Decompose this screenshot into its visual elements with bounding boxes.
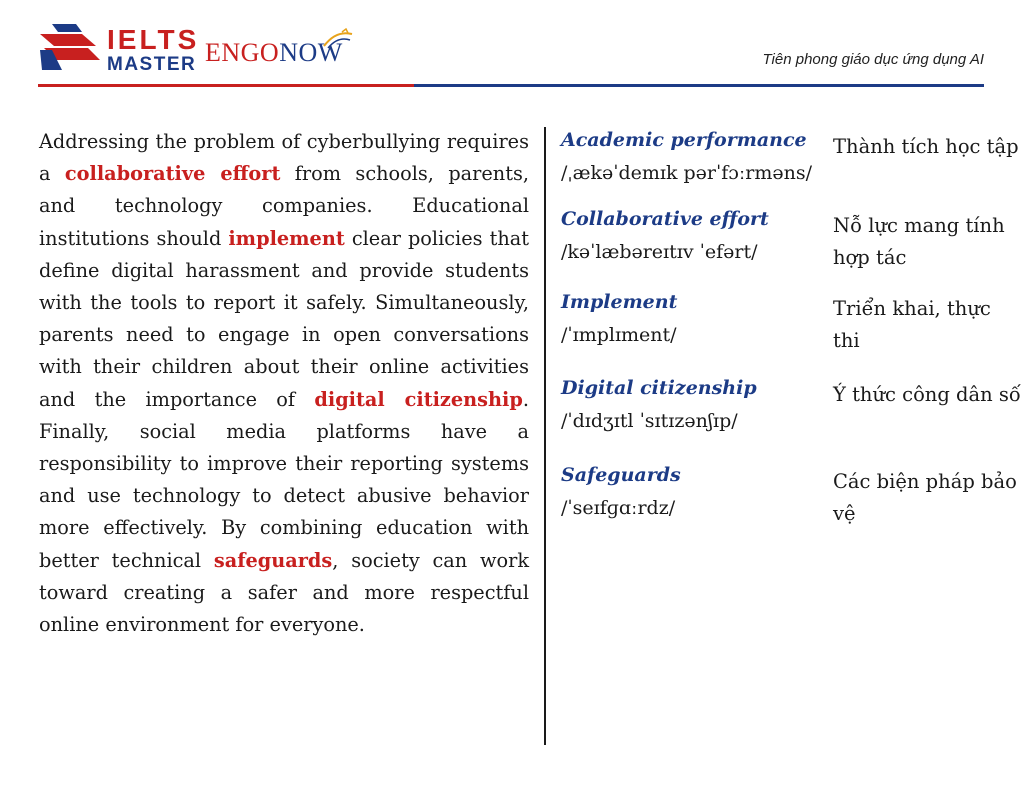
paragraph-text: from schools, parents, and technology companies. Educational institutions should bbox=[39, 162, 529, 250]
highlighted-term: implement bbox=[228, 226, 345, 250]
vocab-pronunciation: /ˈdɪdʒɪtl ˈsɪtɪzənʃɪp/ bbox=[561, 410, 738, 432]
vocab-pronunciation: /ˈɪmplɪment/ bbox=[561, 324, 677, 346]
paragraph-text: Addressing the problem of cyberbullying requires a bbox=[39, 130, 529, 186]
highlighted-term: collaborative effort bbox=[64, 162, 281, 186]
logo-master-text: MASTER bbox=[107, 54, 197, 75]
engonow-swoosh-icon bbox=[322, 28, 354, 50]
vocab-meaning: Ý thức công dân số bbox=[833, 383, 1021, 406]
page-header bbox=[0, 0, 1024, 90]
column-divider bbox=[544, 127, 546, 745]
ielts-master-wordmark bbox=[107, 26, 199, 74]
vocab-term: Academic performance bbox=[561, 129, 807, 151]
vocab-meaning: Triển khai, thực thi bbox=[833, 297, 991, 352]
paragraph-text: , society can work toward creating a safer and more respectful online environment for everyone. bbox=[39, 548, 530, 637]
vocab-term: Safeguards bbox=[561, 464, 681, 486]
logo-ielts-text: IELTS bbox=[107, 24, 200, 55]
paragraph-text: . Finally, social media platforms have a responsibility to improve their reporting systems and use technology to detect abusive behavior more effectively. By combining education with better technical bbox=[39, 387, 529, 572]
vocab-meaning: Nỗ lực mang tính hợp tác bbox=[833, 214, 1005, 269]
header-rule-red bbox=[38, 84, 414, 87]
highlighted-term: digital citizenship bbox=[314, 387, 523, 411]
header-rule-blue bbox=[414, 84, 984, 87]
vocab-pronunciation: /ˈseɪfɡɑːrdz/ bbox=[561, 497, 676, 519]
vocab-pronunciation: /ˌækəˈdemɪk pərˈfɔːrməns/ bbox=[561, 162, 813, 184]
vocab-term: Digital citizenship bbox=[561, 377, 757, 399]
tagline: Tiên phong giáo dục ứng dụng AI bbox=[762, 51, 984, 68]
essay-paragraph bbox=[39, 126, 529, 641]
ielts-master-logo-icon bbox=[38, 22, 102, 72]
highlighted-term: safeguards bbox=[213, 548, 333, 572]
engonow-part2: NOW bbox=[279, 38, 343, 67]
vocab-meaning: Các biện pháp bảo vệ bbox=[833, 470, 1017, 525]
engonow-part1: ENGO bbox=[205, 38, 280, 67]
vocab-term: Collaborative effort bbox=[561, 208, 769, 230]
paragraph-text: clear policies that define digital harassment and provide students with the tools to report it safely. Simultaneously, parents need to engage in open conversations with their children about their online activities and the importance of bbox=[39, 226, 529, 411]
vocab-meaning: Thành tích học tập bbox=[833, 135, 1019, 158]
vocab-term: Implement bbox=[561, 291, 678, 313]
vocab-pronunciation: /kəˈlæbəreɪtɪv ˈefərt/ bbox=[561, 241, 758, 263]
